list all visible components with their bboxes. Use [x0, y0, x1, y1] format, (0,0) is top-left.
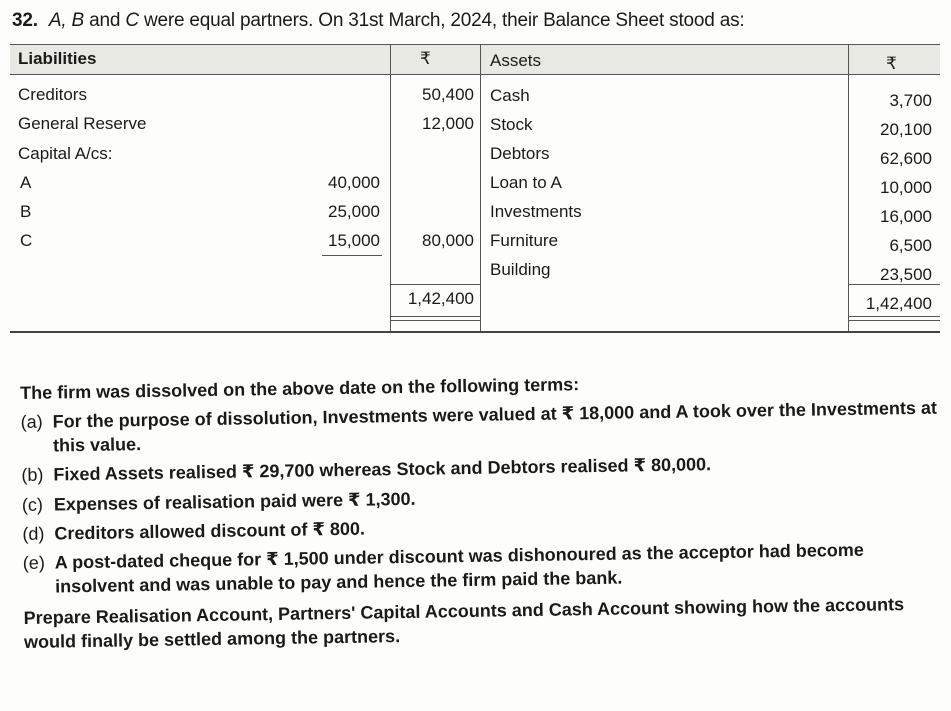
term-label-b: (b)	[21, 464, 44, 486]
asset-investments-label: Investments	[490, 202, 582, 221]
asset-furniture-label: Furniture	[490, 231, 559, 250]
liabilities-total-rule-1	[390, 316, 480, 317]
question-parties: A, B	[48, 10, 85, 31]
liabilities-total: 1,42,400	[407, 289, 474, 308]
term-label-e: (e)	[22, 552, 46, 574]
liability-creditors-label: Creditors	[18, 85, 87, 104]
term-label-a: (a)	[20, 412, 43, 433]
term-text-b: Fixed Assets realised ₹ 29,700 whereas Stock and Debtors realised ₹ 80,000.	[53, 454, 712, 485]
question-text: were equal partners. On 31st March, 2024, their Balance Sheet stood as:	[143, 10, 745, 31]
question-and: and	[89, 10, 121, 31]
capital-a-amount: 40,000	[328, 173, 380, 192]
term-label-c: (c)	[21, 494, 44, 515]
term-text-d: Creditors allowed discount of ₹ 800.	[54, 518, 366, 544]
asset-building-amount: 23,500	[880, 265, 932, 284]
asset-stock-amount: 20,100	[880, 120, 932, 139]
asset-cash-amount: 3,700	[889, 91, 932, 110]
liability-creditors-amount: 50,400	[422, 85, 474, 104]
capital-a-label: A	[20, 173, 32, 192]
asset-debtors-amount: 62,600	[880, 149, 932, 168]
term-label-d: (d)	[22, 523, 45, 544]
asset-stock-label: Stock	[490, 115, 533, 134]
table-header-band	[10, 44, 940, 74]
liability-general-reserve-label: General Reserve	[18, 114, 147, 133]
liabilities-total-top-rule	[390, 284, 480, 285]
table-header-rule	[10, 74, 940, 75]
dissolution-terms	[20, 368, 944, 654]
header-rupee-left: ₹	[420, 49, 431, 68]
asset-debtors-label: Debtors	[490, 144, 550, 163]
asset-building-label: Building	[490, 260, 551, 279]
header-assets: Assets	[490, 51, 542, 70]
terms-intro: The firm was dissolved on the above date on the following terms:	[20, 374, 580, 403]
liability-capital-heading: Capital A/cs:	[18, 144, 113, 163]
header-rupee-right: ₹	[886, 54, 897, 73]
col-divider-center	[480, 44, 481, 331]
question-title	[12, 10, 744, 32]
header-liabilities: Liabilities	[18, 49, 97, 68]
capital-total-amount: 80,000	[422, 231, 474, 250]
term-text-a: For the purpose of dissolution, Investments were valued at ₹ 18,000 and A took over the Investments at this value.	[52, 397, 938, 456]
term-text-c: Expenses of realisation paid were ₹ 1,300.	[53, 488, 416, 515]
assets-total-rule-1	[848, 316, 940, 317]
table-bottom-rule	[10, 331, 940, 333]
asset-investments-amount: 16,000	[880, 207, 932, 226]
assets-total: 1,42,400	[865, 294, 932, 313]
assets-total-rule-2	[848, 320, 940, 321]
term-text-e: A post-dated cheque for ₹ 1,500 under discount was dishonoured as the acceptor had become insolvent and was unable to pay and hence the firm paid the bank.	[54, 540, 864, 597]
question-number: 32.	[12, 10, 38, 31]
liabilities-total-rule-2	[390, 320, 480, 321]
liability-general-reserve-amount: 12,000	[422, 114, 474, 133]
asset-furniture-amount: 6,500	[889, 236, 932, 255]
terms-instruction: Prepare Realisation Account, Partners' Capital Accounts and Cash Account showing how the accounts would finally be settled among the partners.	[23, 594, 905, 652]
balance-sheet-table	[10, 44, 940, 332]
capital-b-label: B	[20, 202, 32, 221]
capital-b-amount: 25,000	[328, 202, 380, 221]
capital-subtotal-rule	[322, 255, 382, 256]
table-top-rule	[10, 44, 940, 45]
asset-cash-label: Cash	[490, 86, 530, 105]
term-item-a	[20, 397, 941, 458]
asset-loan-to-a-amount: 10,000	[880, 178, 932, 197]
capital-c-amount: 15,000	[328, 231, 380, 250]
capital-c-label: C	[20, 231, 33, 250]
question-last-party: C	[125, 10, 139, 31]
asset-loan-to-a-label: Loan to A	[490, 173, 562, 192]
term-item-e	[23, 538, 944, 599]
